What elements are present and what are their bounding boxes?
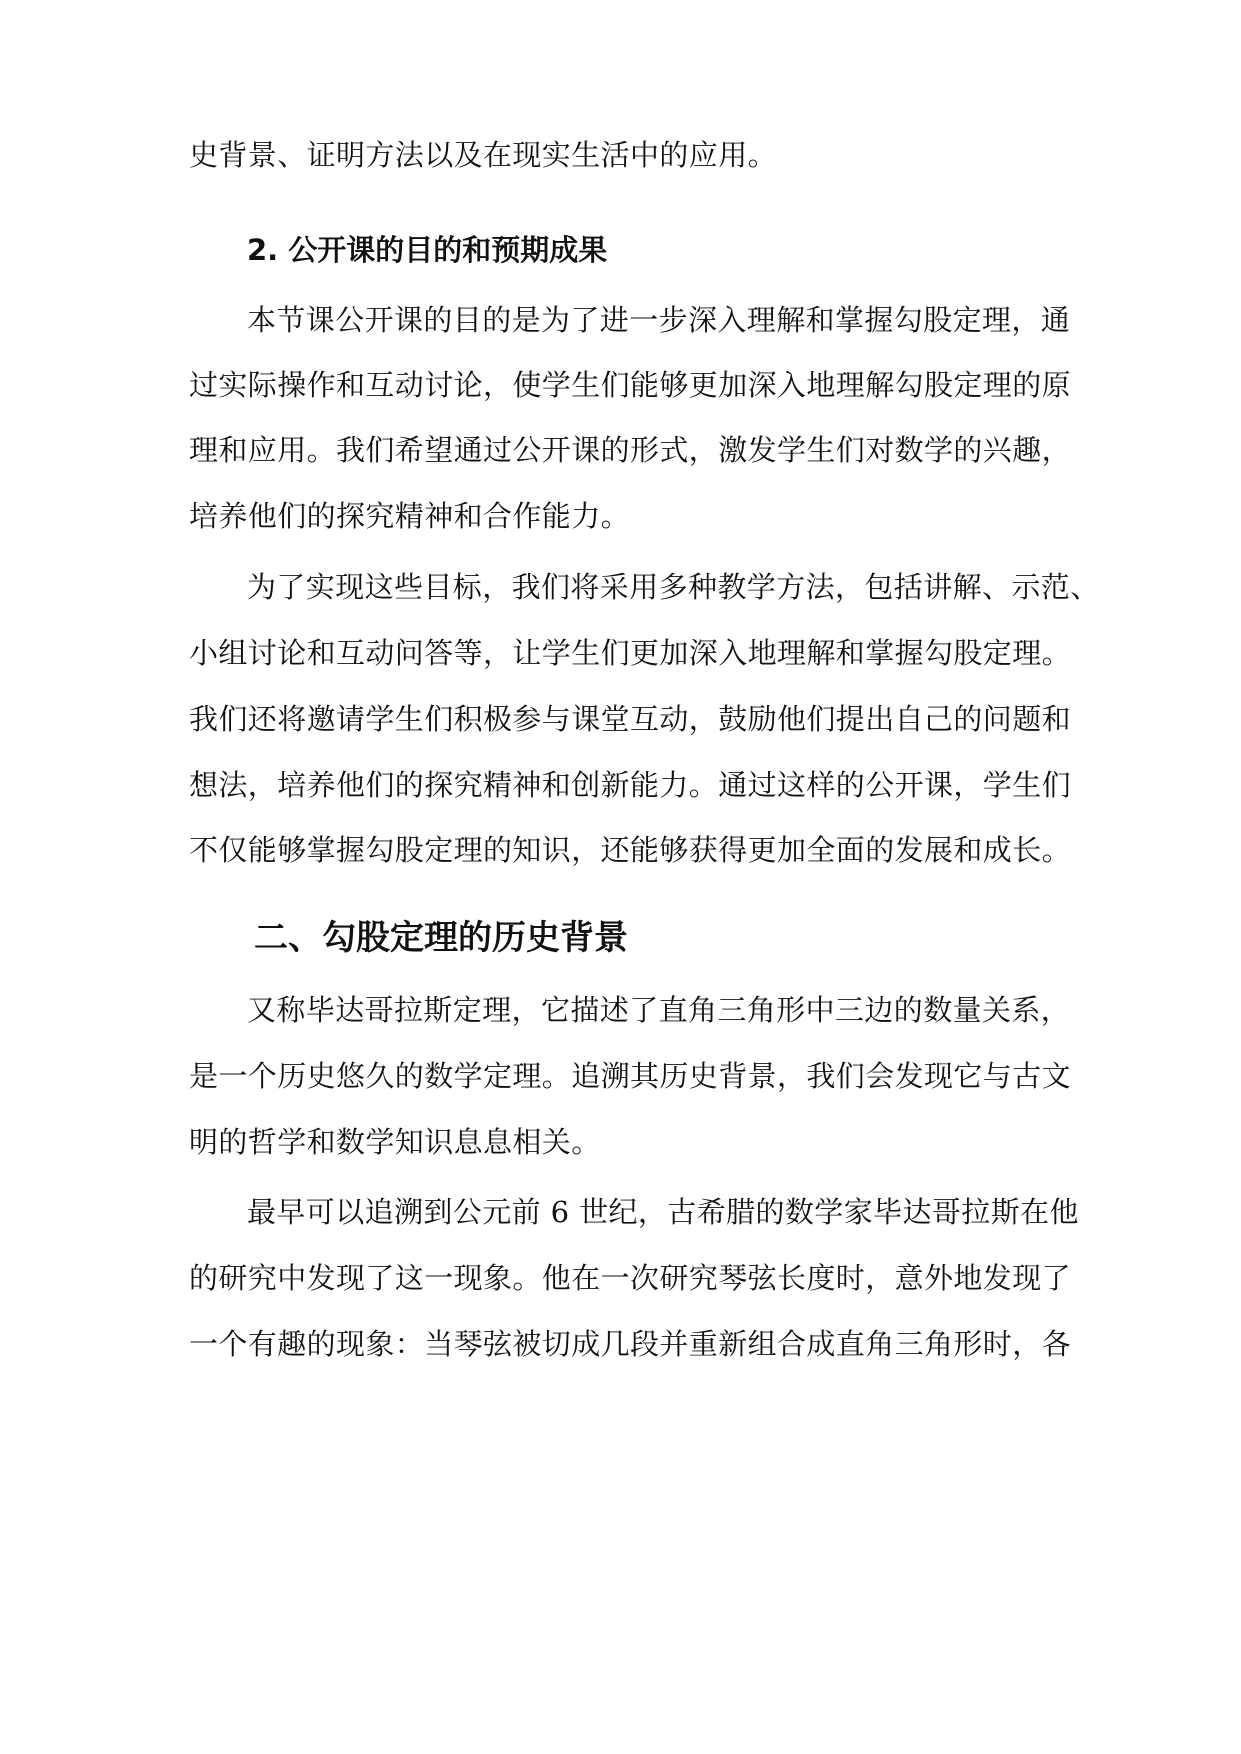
paragraph-line: 过实际操作和互动讨论，使学生们能够更加深入地理解勾股定理的原 bbox=[189, 368, 1072, 402]
paragraph-line: 一个有趣的现象：当琴弦被切成几段并重新组合成直角三角形时，各 bbox=[189, 1327, 1072, 1361]
paragraph-line: 培养他们的探究精神和合作能力。 bbox=[189, 499, 631, 533]
paragraph-line: 又称毕达哥拉斯定理，它描述了直角三角形中三边的数量关系， bbox=[247, 993, 1071, 1027]
paragraph-line: 我们还将邀请学生们积极参与课堂互动，鼓励他们提出自己的问题和 bbox=[189, 702, 1072, 736]
paragraph-line: 本节课公开课的目的是为了进一步深入理解和掌握勾股定理，通 bbox=[247, 303, 1071, 337]
paragraph-line: 明的哲学和数学知识息息相关。 bbox=[189, 1125, 601, 1159]
paragraph-line: 史背景、证明方法以及在现实生活中的应用。 bbox=[189, 138, 778, 172]
paragraph-line: 想法，培养他们的探究精神和创新能力。通过这样的公开课，学生们 bbox=[189, 768, 1072, 802]
paragraph-line: 是一个历史悠久的数学定理。追溯其历史背景，我们会发现它与古文 bbox=[189, 1059, 1072, 1093]
paragraph-line: 小组讨论和互动问答等，让学生们更加深入地理解和掌握勾股定理。 bbox=[189, 636, 1072, 670]
paragraph-line: 为了实现这些目标，我们将采用多种教学方法，包括讲解、示范、 bbox=[247, 570, 1100, 604]
paragraph-line: 不仅能够掌握勾股定理的知识，还能够获得更加全面的发展和成长。 bbox=[189, 833, 1072, 867]
section-heading: 2. 公开课的目的和预期成果 bbox=[247, 233, 608, 267]
paragraph-line: 最早可以追溯到公元前 6 世纪，古希腊的数学家毕达哥拉斯在他 bbox=[247, 1195, 1079, 1229]
paragraph-line: 理和应用。我们希望通过公开课的形式，激发学生们对数学的兴趣， bbox=[189, 433, 1072, 467]
paragraph-line: 的研究中发现了这一现象。他在一次研究琴弦长度时，意外地发现了 bbox=[189, 1261, 1072, 1295]
chapter-heading: 二、勾股定理的历史背景 bbox=[254, 918, 628, 958]
